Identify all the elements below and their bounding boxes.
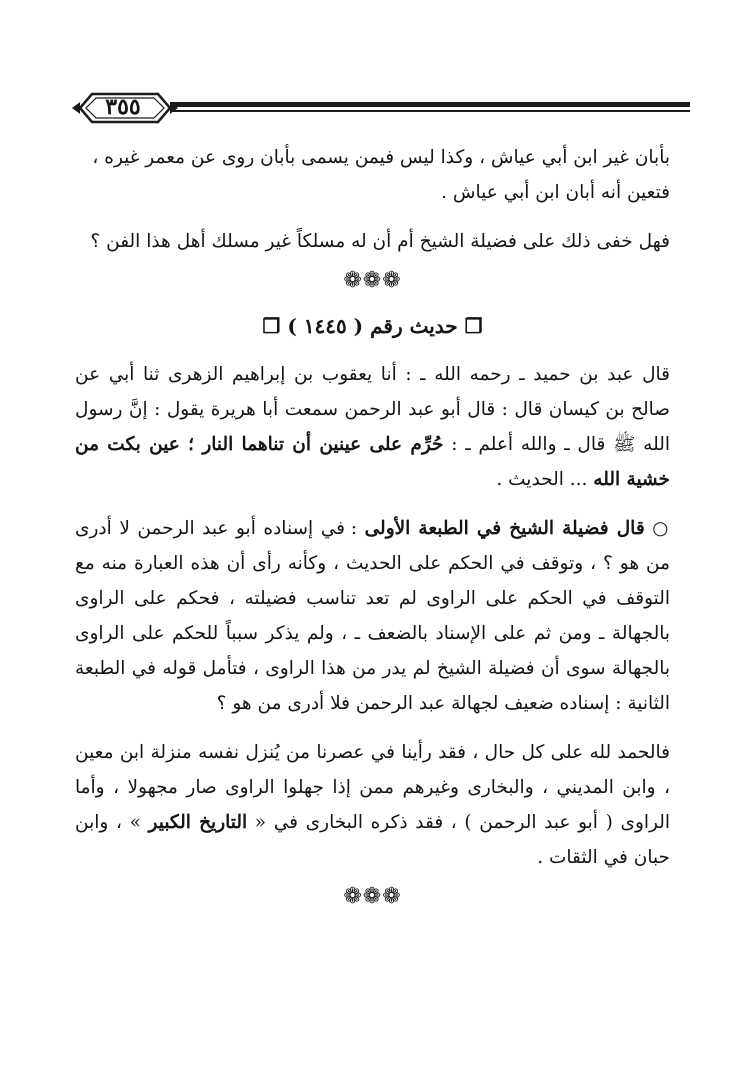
header-rule <box>170 102 690 107</box>
paragraph-line: بأبان غير ابن أبي عياش ، وكذا ليس فيمن يسمى بأبان روى عن معمر غيره ، <box>92 147 670 168</box>
page-header <box>70 88 690 128</box>
page-number: ٣٥٥ <box>105 94 141 120</box>
closing-text: فالحمد لله على كل حال ، فقد رأينا في عصرنا من يُنزل نفسه منزلة ابن معين ، وابن المديني ، والبخارى وغيرهم ممن إذا جهلوا الراوى صار مجهولا ، وأما الراوى ( أبو عبد الرحمن ) ، فقد ذكره البخارى في « <box>75 742 670 833</box>
hadith-heading-text: حديث رقم ( ١٤٤٥ ) <box>287 314 458 338</box>
square-icon: ❐ <box>262 314 281 338</box>
commentary-paragraph <box>75 511 670 721</box>
closing-text-end: » ، وابن حبان في الثقات . <box>75 812 670 868</box>
hadith-isnad: قال عبد بن حميد ـ رحمه الله ـ : أنا يعقوب بن إبراهيم الزهرى ثنا أبي عن صالح بن كيسان قال : قال أبو عبد الرحمن سمعت أبا هريرة يقول : إنَّ رسول الله ﷺ قال ـ والله أعلم ـ : <box>75 364 670 455</box>
hadith-heading <box>75 305 670 347</box>
ornament-divider: ❁❁❁ <box>343 884 402 909</box>
circle-icon: ○ <box>652 518 671 539</box>
paragraph-line: فتعين أنه أبان ابن أبي عياش . <box>441 182 670 203</box>
hadith-matn: حُرِّم على عينين أن تناهما النار ؛ عين بكت من خشية الله <box>75 434 670 490</box>
commentary-text: : في إسناده أبو عبد الرحمن لا أدرى من هو ؟ ، وتوقف في الحكم على الحديث ، وكأنه رأى أن هذه العبارة منه مع التوقف في الحكم على الراوى لم تعد تناسب فضيلته ، فحكم على الراوى بالجهالة ـ ومن ثم على الإسناد بالضعف ـ ، ولم يذكر سبباً للحكم على الراوى بالجهالة سوى أن فضيلة الشيخ لم يدر من هذا الراوى ، فتأمل قوله في الطبعة الثانية : إسناده ضعيف لجهالة عبد الرحمن فلا أدرى من هو ؟ <box>75 518 670 714</box>
paragraph: فهل خفى ذلك على فضيلة الشيخ أم أن له مسلكاً غير مسلك أهل هذا الفن ؟ <box>90 231 670 252</box>
commentary-lead: قال فضيلة الشيخ في الطبعة الأولى <box>364 518 645 539</box>
book-title: التاريخ الكبير <box>148 812 248 833</box>
header-rule-thin <box>170 110 690 112</box>
page-body <box>75 140 670 919</box>
ornament-divider: ❁❁❁ <box>343 268 402 293</box>
square-icon: ❐ <box>464 314 483 338</box>
hadith-ending: ... الحديث . <box>496 469 588 490</box>
closing-paragraph <box>75 735 670 875</box>
hadith-text <box>75 357 670 497</box>
